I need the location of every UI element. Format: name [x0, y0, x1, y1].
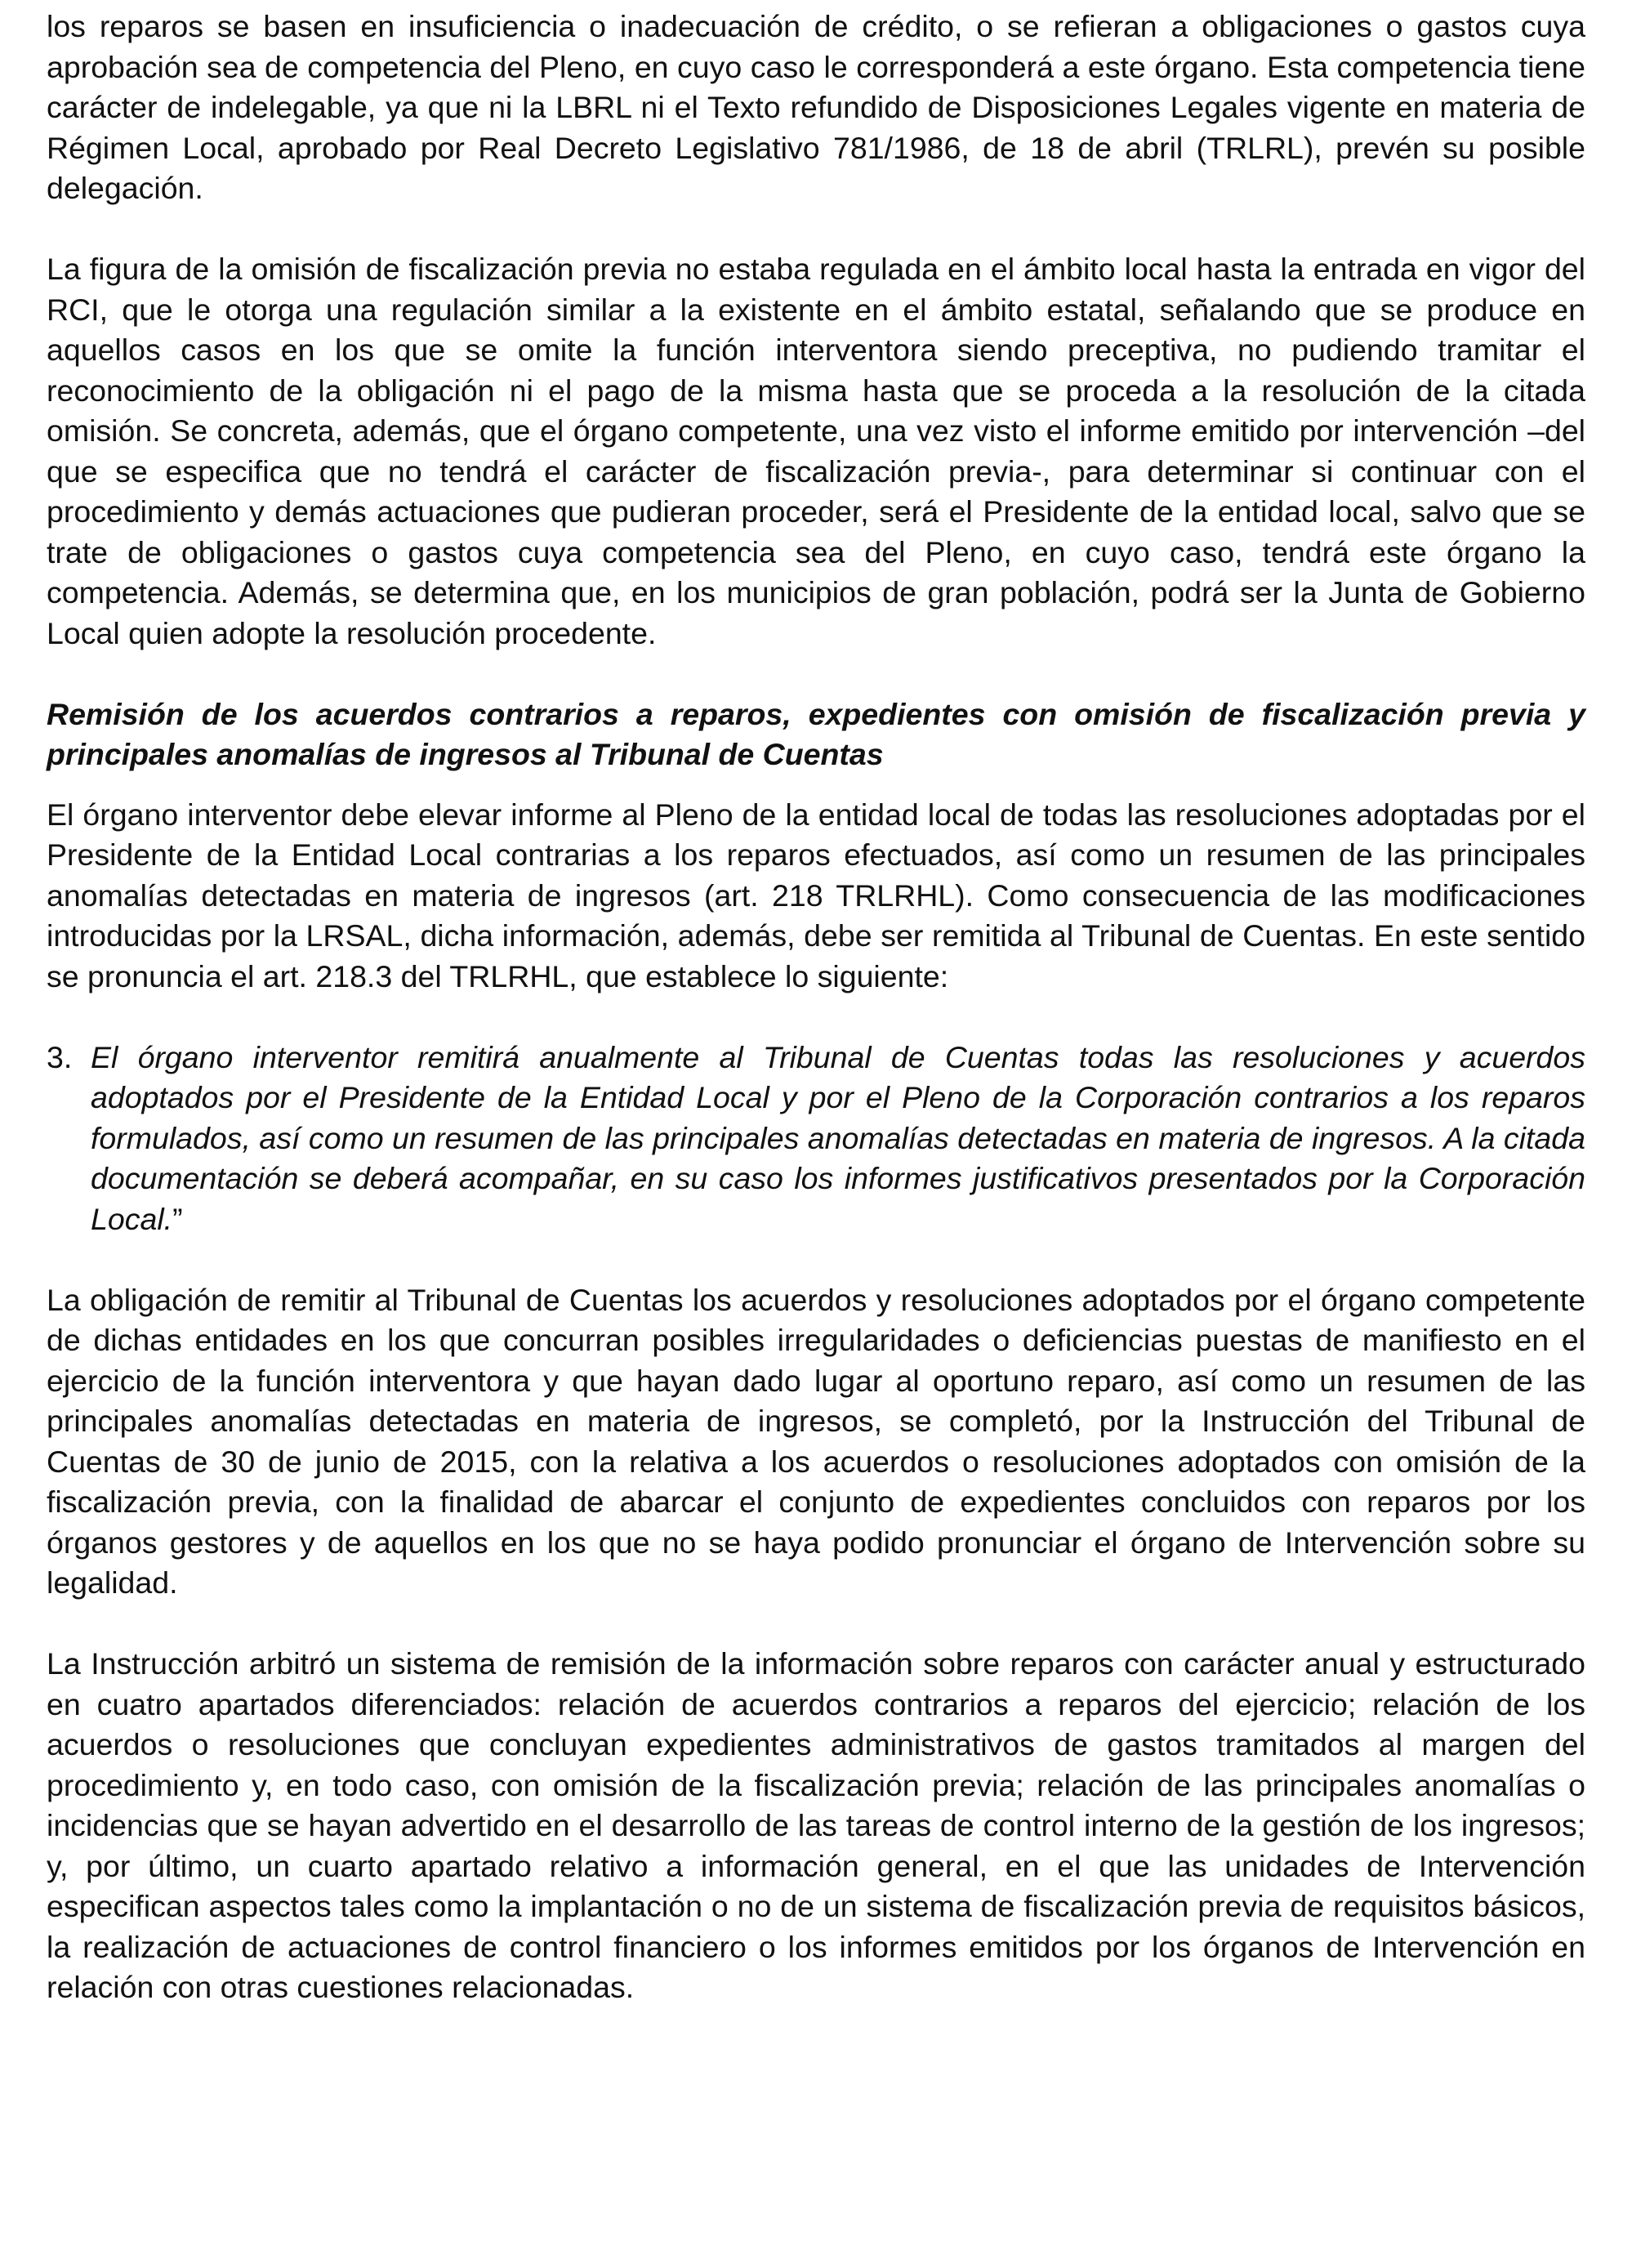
paragraph-organo-interventor: El órgano interventor debe elevar informe al Pleno de la entidad local de todas las resoluciones adoptadas por el Presidente de la Entidad Local contrarias a los reparos efectuados, así como un resumen de las principales anomalías detectadas en materia de ingresos (art. 218 TRLRHL). Como consecuencia de las modificaciones introducidas por la LRSAL, dicha información, además, debe ser remitida al Tribunal de Cuentas. En este sentido se pronuncia el art. 218.3 del TRLRHL, que establece lo siguiente: [47, 797, 1585, 993]
paragraph-obligacion-remitir: La obligación de remitir al Tribunal de Cuentas los acuerdos y resoluciones adoptados por el órgano competente de dichas entidades en los que concurran posibles irregularidades o deficiencias puestas de manifiesto en el ejercicio de la función interventora y que hayan dado lugar al oportuno reparo, así como un resumen de las principales anomalías detectadas en materia de ingresos, se completó, por la Instrucción del Tribunal de Cuentas de 30 de junio de 2015, con la relativa a los acuerdos o resoluciones adoptados con omisión de la fiscalización previa, con la finalidad de abarcar el conjunto de expedientes concluidos con reparos por los órganos gestores y de aquellos en los que no se haya podido pronunciar el órgano de Intervención sobre su legalidad. [47, 1282, 1585, 1600]
paragraph-competencia-reparos: los reparos se basen en insuficiencia o inadecuación de crédito, o se refieran a obligaciones o gastos cuya aprobación sea de competencia del Pleno, en cuyo caso le corresponderá a este órgano. Esta competencia tiene carácter de indelegable, ya que ni la LBRL ni el Texto refundido de Disposiciones Legales vigente en materia de Régimen Local, aprobado por Real Decreto Legislativo 781/1986, de 18 de abril (TRLRL), prevén su posible delegación. [47, 9, 1585, 205]
quote-text-block [91, 1038, 1585, 1240]
quote-text: El órgano interventor remitirá anualmente al Tribunal de Cuentas todas las resoluciones y acuerdos adoptados por el Presidente de la Entidad Local y por el Pleno de la Corporación contrarios a los reparos formulados, así como un resumen de las principales anomalías detectadas en materia de ingresos. A la citada documentación se deberá acompañar, en su caso los informes justificativos presentados por la Corporación Local. [91, 1039, 1585, 1236]
quote-number: 3. [47, 1039, 73, 1074]
quote-closing-mark: ” [172, 1201, 183, 1236]
section-heading: Remisión de los acuerdos contrarios a reparos, expedientes con omisión de fiscalización previa y principales anomalías de ingresos al Tribunal de Cuentas [47, 696, 1585, 771]
document-page [47, 7, 1585, 2008]
legal-quote [47, 1038, 1585, 1240]
paragraph-instruccion-sistema: La Instrucción arbitró un sistema de remisión de la información sobre reparos con carácter anual y estructurado en cuatro apartados diferenciados: relación de acuerdos contrarios a reparos del ejercicio; relación de los acuerdos o resoluciones que concluyan expedientes administrativos de gastos tramitados al margen del procedimiento y, en todo caso, con omisión de la fiscalización previa; relación de las principales anomalías o incidencias que se hayan advertido en el desarrollo de las tareas de control interno de la gestión de los ingresos; y, por último, un cuarto apartado relativo a información general, en el que las unidades de Intervención especifican aspectos tales como la implantación o no de un sistema de fiscalización previa de requisitos básicos, la realización de actuaciones de control financiero o los informes emitidos por los órganos de Intervención en relación con otras cuestiones relacionadas. [47, 1646, 1585, 2004]
paragraph-omision-fiscalizacion: La figura de la omisión de fiscalización previa no estaba regulada en el ámbito local hasta la entrada en vigor del RCI, que le otorga una regulación similar a la existente en el ámbito estatal, señalando que se produce en aquellos casos en los que se omite la función interventora siendo preceptiva, no pudiendo tramitar el reconocimiento de la obligación ni el pago de la misma hasta que se proceda a la resolución de la citada omisión. Se concreta, además, que el órgano competente, una vez visto el informe emitido por intervención –del que se especifica que no tendrá el carácter de fiscalización previa-, para determinar si continuar con el procedimiento y demás actuaciones que pudieran proceder, será el Presidente de la entidad local, salvo que se trate de obligaciones o gastos cuya competencia sea del Pleno, en cuyo caso, tendrá este órgano la competencia. Además, se determina que, en los municipios de gran población, podrá ser la Junta de Gobierno Local quien adopte la resolución procedente. [47, 252, 1585, 650]
